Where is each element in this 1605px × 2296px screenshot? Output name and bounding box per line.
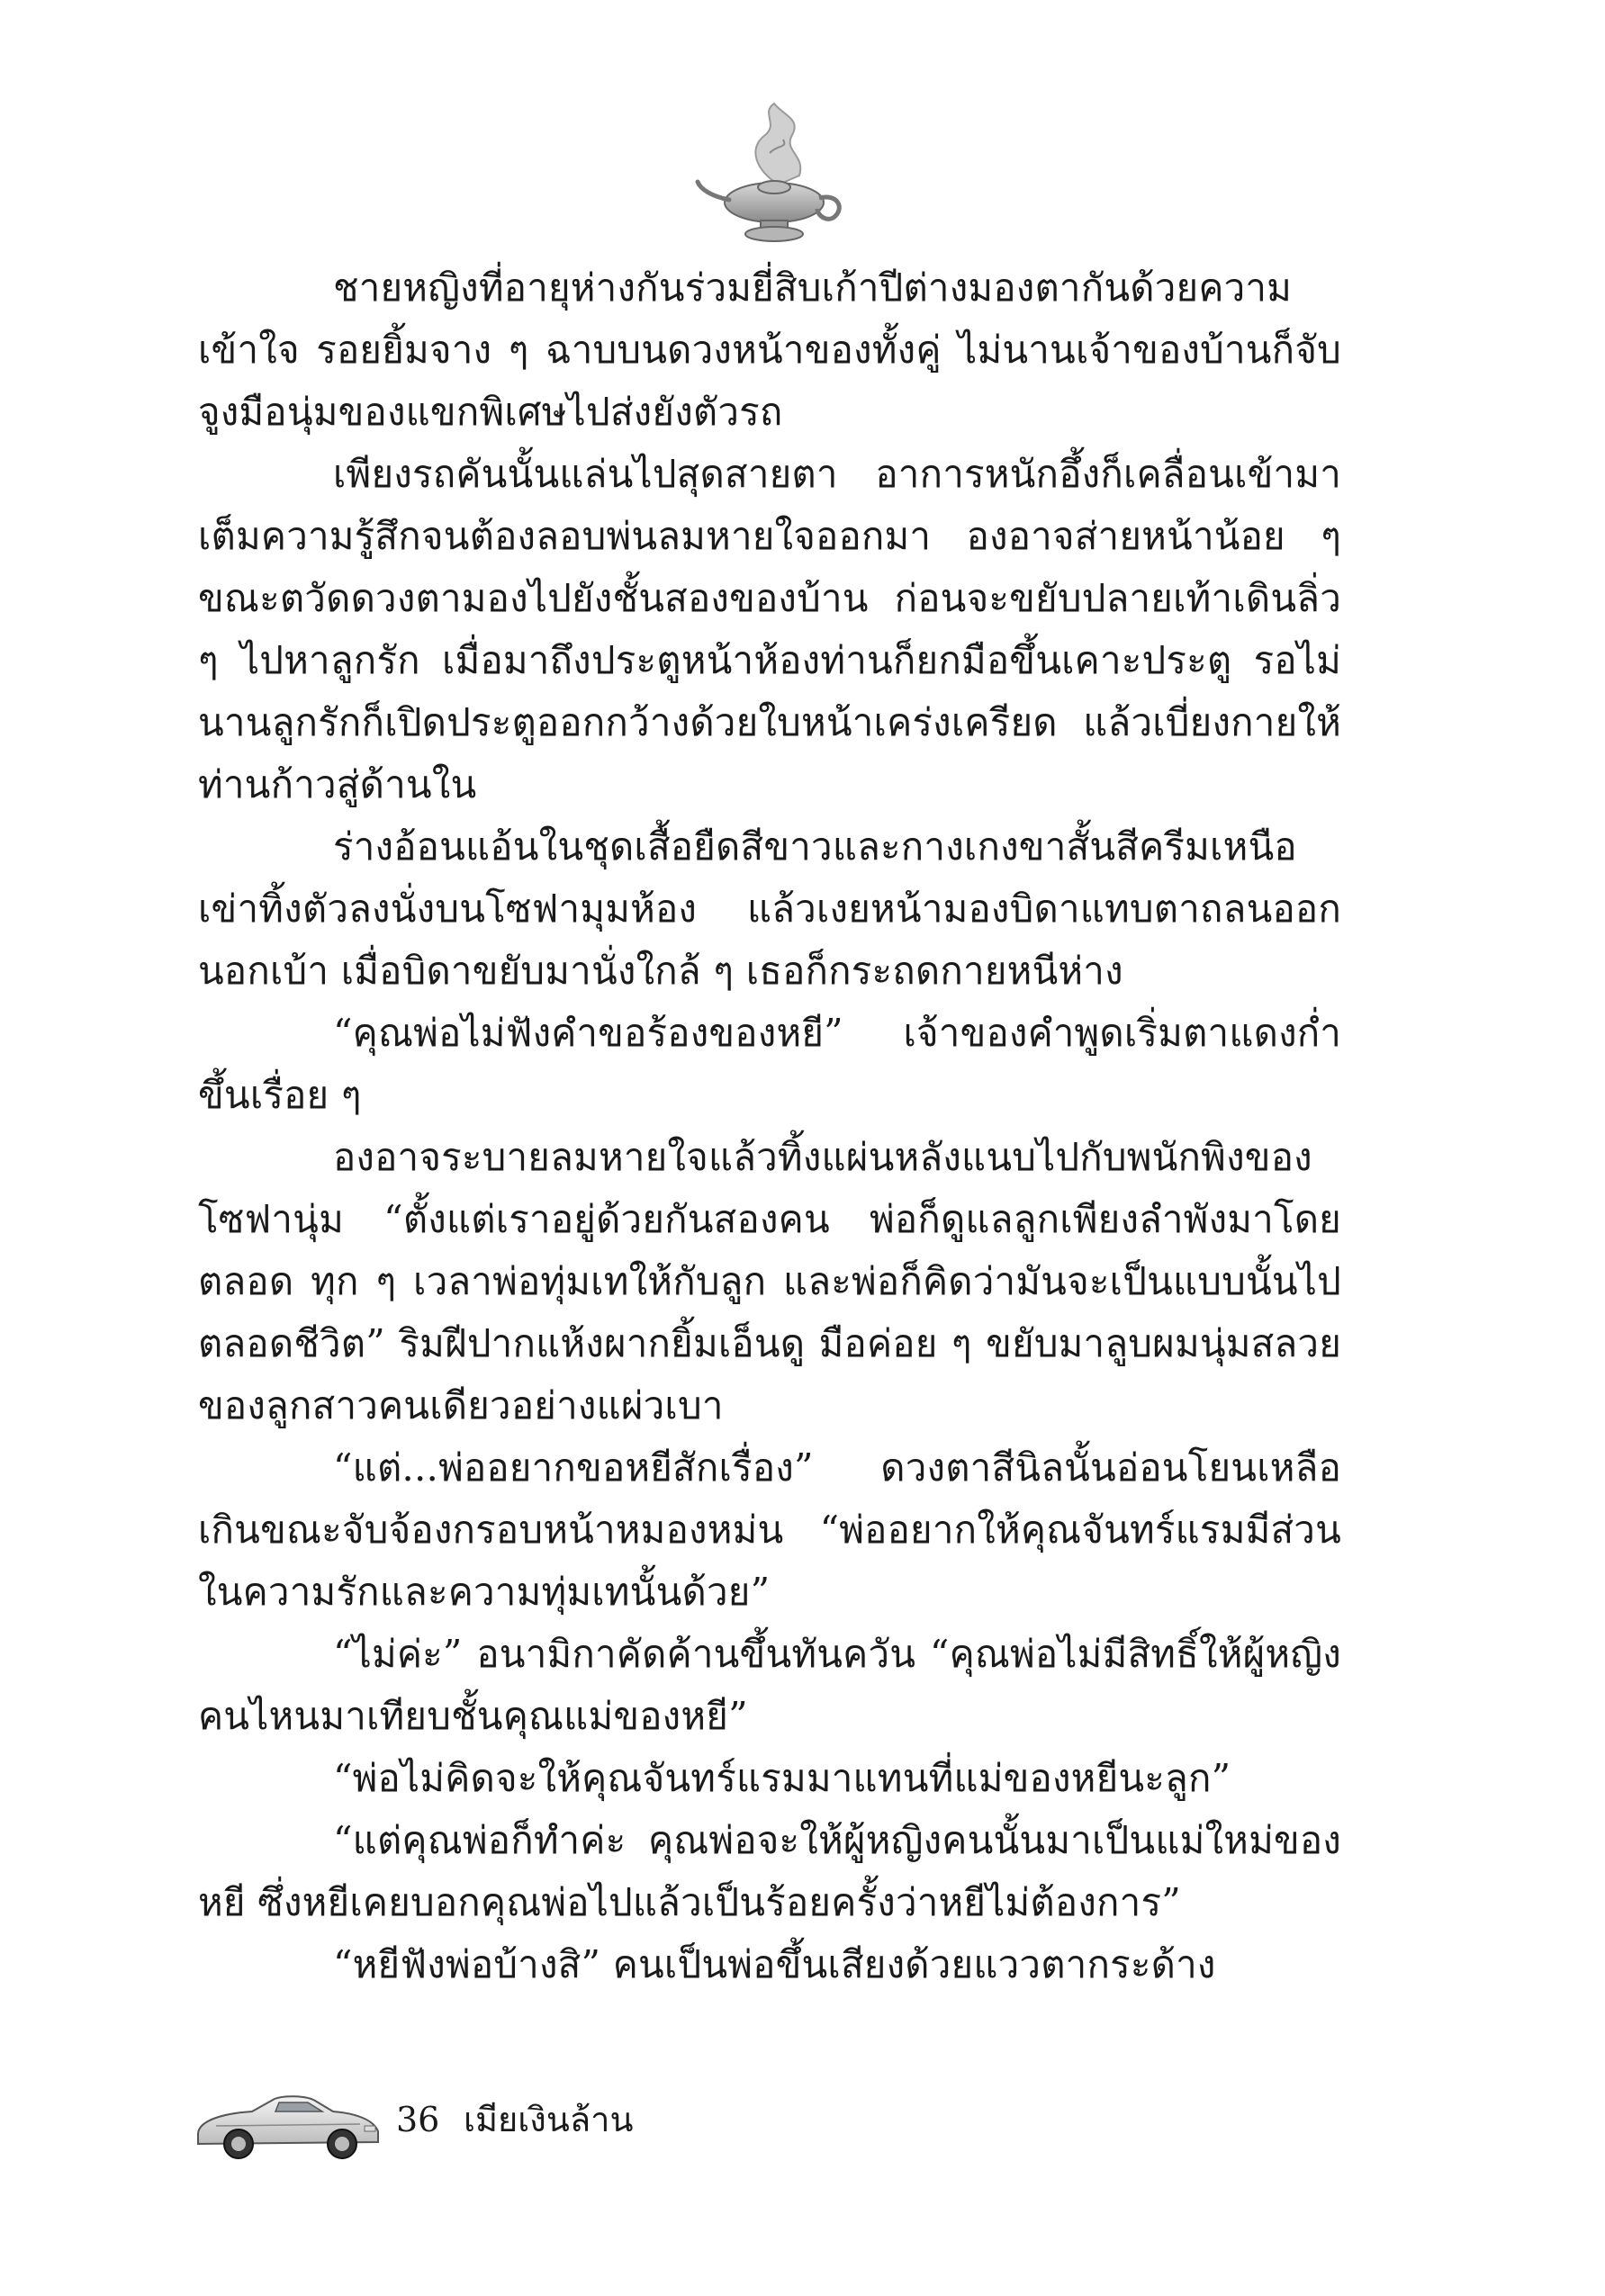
genie-lamp-icon [693, 99, 855, 252]
paragraph: “ไม่ค่ะ” อนามิกาคัดค้านขึ้นทันควัน “คุณพ่อไม่มีสิทธิ์ให้ผู้หญิงคนไหนมาเทียบชั้นคุณแม่ของหยี” [198, 1632, 1341, 1738]
paragraph: “พ่อไม่คิดจะให้คุณจันทร์แรมมาแทนที่แม่ของหยีนะลูก” [333, 1756, 1231, 1800]
paragraph: “แต่คุณพ่อก็ทำค่ะ คุณพ่อจะให้ผู้หญิงคนนั้นมาเป็นแม่ใหม่ของหยี ซึ่งหยีเคยบอกคุณพ่อไปแล้วเป็นร้อยครั้งว่าหยีไม่ต้องการ” [198, 1818, 1341, 1924]
paragraph: “คุณพ่อไม่ฟังคำขอร้องของหยี” เจ้าของคำพูดเริ่มตาแดงก่ำขึ้นเรื่อย ๆ [198, 1011, 1341, 1117]
chapter-text [198, 257, 1341, 1995]
book-title: เมียเงินล้าน [464, 2100, 634, 2139]
page-number: 36 [396, 2100, 440, 2139]
page-footer [189, 2070, 819, 2169]
paragraph: ชายหญิงที่อายุห่างกันร่วมยี่สิบเก้าปีต่างมองตากันด้วยความเข้าใจ รอยยิ้มจาง ๆ ฉาบบนดวงหน้าของทั้งคู่ ไม่นานเจ้าของบ้านก็จับจูงมือนุ่มของแขกพิเศษไปส่งยังตัวรถ [198, 266, 1341, 434]
paragraph: ร่างอ้อนแอ้นในชุดเสื้อยืดสีขาวและกางเกงขาสั้นสีครีมเหนือเข่าทิ้งตัวลงนั่งบนโซฟามุมห้อง แล้วเงยหน้ามองบิดาแทบตาถลนออกนอกเบ้า เมื่อบิดาขยับมานั่งใกล้ ๆ เธอก็กระถดกายหนีห่าง [198, 824, 1341, 993]
convertible-car-icon [189, 2070, 387, 2169]
paragraph: เพียงรถคันนั้นแล่นไปสุดสายตา อาการหนักอึ้งก็เคลื่อนเข้ามาเต็มความรู้สึกจนต้องลอบพ่นลมหายใจออกมา องอาจส่ายหน้าน้อย ๆ ขณะตวัดดวงตามองไปยังชั้นสองของบ้าน ก่อนจะขยับปลายเท้าเดินลิ่ว ๆ ไปหาลูกรัก เมื่อมาถึงประตูหน้าห้องท่านก็ยกมือขึ้นเคาะประตู รอไม่นานลูกรักก็เปิดประตูออกกว้างด้วยใบหน้าเคร่งเครียด แล้วเบี่ยงกายให้ท่านก้าวสู่ด้านใน [198, 452, 1341, 806]
paragraph: “แต่...พ่ออยากขอหยีสักเรื่อง” ดวงตาสีนิลนั้นอ่อนโยนเหลือเกินขณะจับจ้องกรอบหน้าหมองหม่น “พ่ออยากให้คุณจันทร์แรมมีส่วนในความรักและความทุ่มเทนั้นด้วย” [198, 1445, 1341, 1614]
paragraph: “หยีฟังพ่อบ้างสิ” คนเป็นพ่อขึ้นเสียงด้วยแววตากระด้าง [333, 1942, 1216, 1986]
paragraph: องอาจระบายลมหายใจแล้วทิ้งแผ่นหลังแนบไปกับพนักพิงของโซฟานุ่ม “ตั้งแต่เราอยู่ด้วยกันสองคน พ่อก็ดูแลลูกเพียงลำพังมาโดยตลอด ทุก ๆ เวลาพ่อทุ่มเทให้กับลูก และพ่อก็คิดว่ามันจะเป็นแบบนั้นไปตลอดชีวิต” ริมฝีปากแห้งผากยิ้มเอ็นดู มือค่อย ๆ ขยับมาลูบผมนุ่มสลวยของลูกสาวคนเดียวอย่างแผ่วเบา [198, 1135, 1341, 1427]
